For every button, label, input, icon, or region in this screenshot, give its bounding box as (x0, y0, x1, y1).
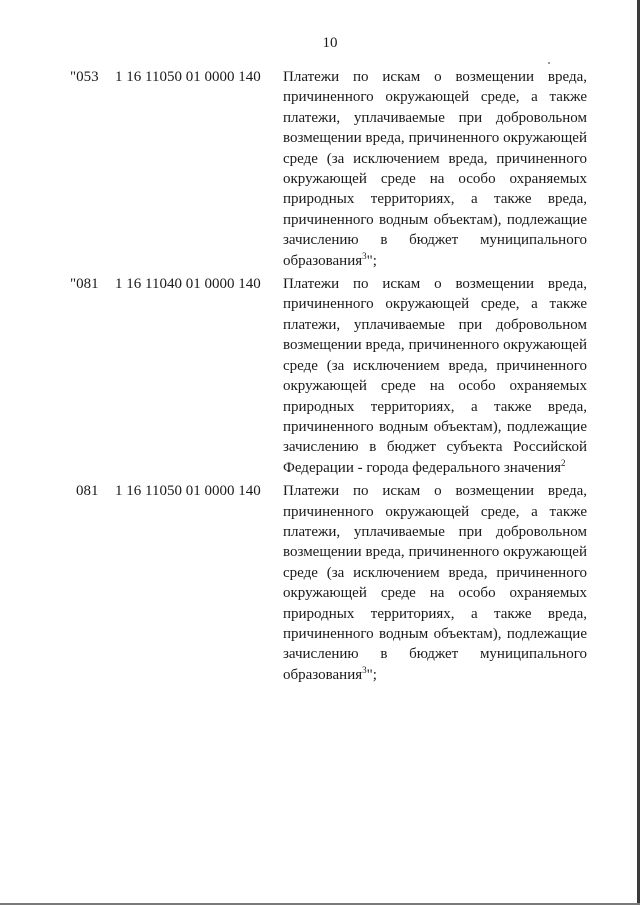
admin-code: "053 (70, 69, 99, 85)
scan-speck (548, 62, 550, 64)
revenue-code-table (0, 67, 640, 685)
footnote-marker: 3 (362, 250, 367, 261)
page-number: 10 (322, 35, 338, 51)
kbk-code: 1 16 11040 01 0000 140 (115, 276, 261, 293)
table-row (0, 67, 640, 271)
revenue-description (283, 481, 587, 685)
revenue-description (283, 67, 587, 271)
table-row (0, 481, 640, 685)
description-text: Платежи по искам о возмещении вреда, причиненного окружающей среде, а также платежи, уплачиваемые при добровольном возмещении вреда, причиненного окружающей среде (за исключением вреда, причиненного окружающей среде на особо охраняемых природных территориях, а также вреда, причиненного водным объектам), подлежащие зачислению в бюджет муниципального образования (283, 483, 587, 683)
kbk-code: 1 16 11050 01 0000 140 (115, 69, 261, 85)
revenue-description (283, 274, 587, 478)
footnote-marker: 3 (362, 664, 367, 675)
admin-code: 081 (76, 483, 99, 500)
admin-code: "081 (70, 276, 99, 293)
table-row (0, 274, 640, 478)
kbk-code: 1 16 11050 01 0000 140 (115, 483, 261, 500)
closing-mark: "; (366, 252, 377, 269)
closing-mark: "; (366, 666, 377, 683)
description-text: Платежи по искам о возмещении вреда, причиненного окружающей среде, а также платежи, уплачиваемые при добровольном возмещении вреда, причиненного окружающей среде (за исключением вреда, причиненного окружающей среде на особо охраняемых природных территориях, а также вреда, причиненного водным объектам), подлежащие зачислению в бюджет субъекта Российской Федерации - города федерального значения (283, 276, 587, 476)
footnote-marker: 2 (561, 457, 566, 468)
description-text: Платежи по искам о возмещении вреда, причиненного окружающей среде, а также платежи, уплачиваемые при добровольном возмещении вреда, причиненного окружающей среде (за исключением вреда, причиненного окружающей среде на особо охраняемых природных территориях, а также вреда, причиненного водным объектам), подлежащие зачислению в бюджет муниципального образования (283, 69, 587, 269)
